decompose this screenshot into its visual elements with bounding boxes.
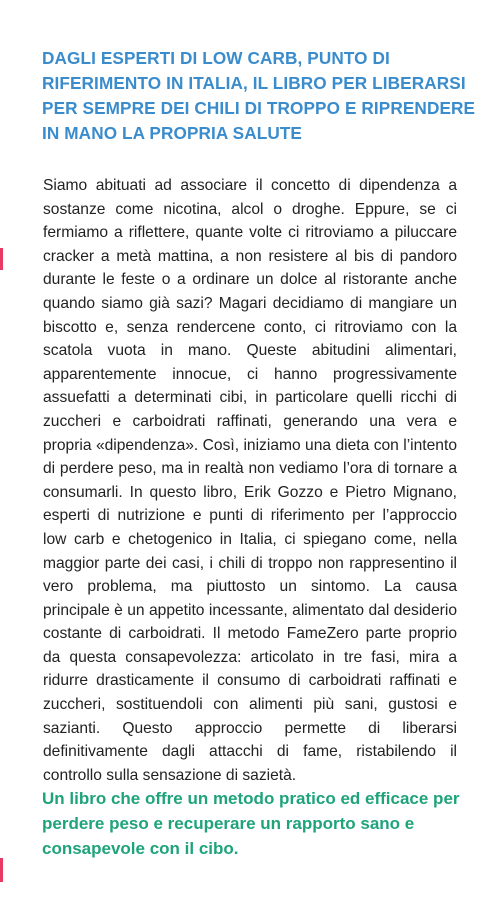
headline: DAGLI ESPERTI DI LOW CARB, PUNTO DI RIFERIMENTO IN ITALIA, IL LIBRO PER LIBERARSI PER SEMPRE DEI CHILI DI TROPPO E RIPRENDERE IN MANO LA PROPRIA SALUTE [42, 48, 476, 143]
closing-statement: Un libro che offre un metodo pratico ed efficace per perdere peso e recuperare un rapporto sano e consapevole con il cibo. [42, 789, 460, 858]
edge-color-mark-top [0, 248, 3, 270]
edge-color-mark-bottom [0, 858, 3, 882]
body-paragraph: Siamo abituati ad associare il concetto di dipendenza a sostanze come nicotina, alcol o droghe. Eppure, se ci fermiamo a riflettere, quante volte ci ritroviamo a piluccare cracker a metà mattina, a non resistere al bis di pandoro durante le feste o a ordinare un dolce al ristorante anche quando siamo già sazi? Magari decidiamo di mangiare un biscotto e, senza rendercene conto, ci ritroviamo con la scatola vuota in mano. Queste abitudini alimentari, apparentemente innocue, ci hanno progressivamente assuefatti a determinati cibi, in particolare quelli ricchi di zuccheri e carboidrati raffinati, generando una vera e propria «dipendenza». Così, iniziamo una dieta con l’intento di perdere peso, ma in realtà non vediamo l’ora di tornare a consumarli. In questo libro, Erik Gozzo e Pietro Mignano, esperti di nutrizione e punti di riferimento per l’approccio low carb e chetogenico in Italia, ci spiegano come, nella maggior parte dei casi, i chili di troppo non rappresentino il vero problema, ma piuttosto un sintomo. La causa principale è un appetito incessante, alimentato dal desiderio costante di carboidrati. Il metodo FameZero parte proprio da questa consapevolezza: articolato in tre fasi, mira a ridurre drasticamente il consumo di carboidrati raffinati e zuccheri, sostituendoli con alimenti più sani, gustosi e sazianti. Questo approccio permette di liberarsi definitivamente dagli attacchi di fame, ristabilendo il controllo sulla sensazione di sazietà. [43, 177, 457, 784]
